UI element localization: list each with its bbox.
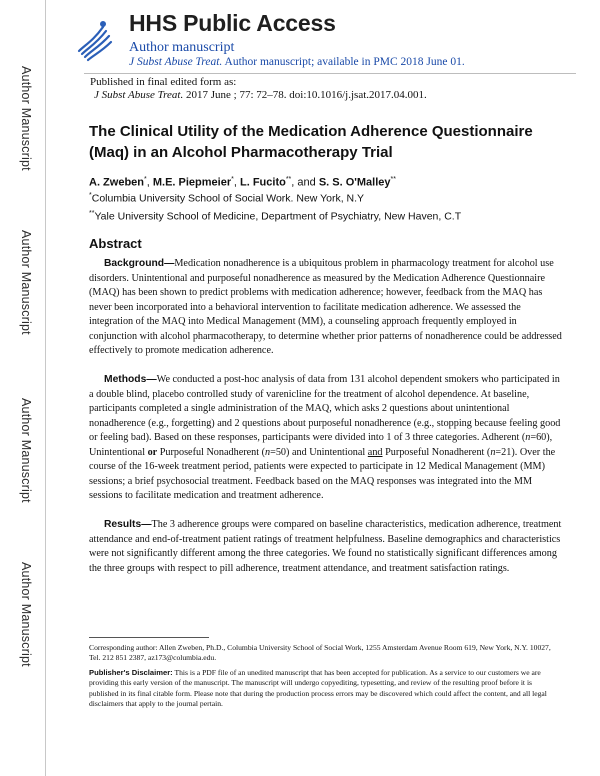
author-mark: ** bbox=[285, 176, 292, 183]
sidebar-label-author-manuscript: Author Manuscript bbox=[19, 66, 33, 171]
corresponding-author-footnote: Corresponding author: Allen Zweben, Ph.D., Columbia University School of Social Work, 1255 Amsterdam Avenue Room 619, New York, N.Y. 10027, Tel. 212 851 2387, az173@columbia.edu. bbox=[89, 643, 551, 663]
affiliation-mark: * bbox=[89, 192, 92, 199]
footnote-divider bbox=[89, 637, 209, 638]
paper-title: The Clinical Utility of the Medication Adherence Questionnaire (Maq) in an Alcohol Pharmacotherapy Trial bbox=[89, 123, 533, 161]
abstract-heading: Abstract bbox=[89, 236, 142, 251]
header-divider bbox=[84, 73, 576, 74]
author-name: L. Fucito bbox=[240, 176, 286, 189]
journal-abbrev: J Subst Abuse Treat. bbox=[129, 56, 223, 68]
abstract-background-paragraph bbox=[89, 257, 563, 359]
author-separator: , bbox=[146, 176, 153, 189]
author-separator: , bbox=[233, 176, 240, 189]
sidebar-label-author-manuscript: Author Manuscript bbox=[19, 398, 33, 503]
methods-n-symbol: n bbox=[525, 432, 531, 443]
disclaimer-text: This is a PDF file of an unedited manuscript that has been accepted for publication. As a service to our customers we are providing this early version of the manuscript. The manuscript will undergo copyediting, typesetting, and review of the resulting proof before it is published in its final citable form. Please note that during the production process errors may be discovered which could affect the content, and all legal disclaimers that apply to the journal pertain. bbox=[89, 668, 547, 708]
sidebar-label-author-manuscript: Author Manuscript bbox=[19, 230, 33, 335]
affiliation-text: Columbia University School of Social Work. New York, N.Y bbox=[91, 192, 365, 205]
methods-label: Methods— bbox=[104, 374, 157, 385]
background-text: Medication nonadherence is a ubiquitous problem in pharmacology treatment for alcohol use disorders. Unintentional and purposeful nonadherence as measured by the Medication Adherence Questionnaire (MAQ) has been shown to predict problems with medication adherence; however, feedback from the MAQ has never been incorporated into a behavioral intervention to facilitate medication adherence. We assessed the integration of the MAQ into Medical Management (MM), a counseling approach frequently employed in conjunction with alcohol pharmacotherapy, to determine whether prior patterns of nonadherence could be addressed effectively to promote medication adherence. bbox=[89, 258, 562, 356]
methods-and-emphasis: and bbox=[367, 446, 383, 458]
author-mark: * bbox=[144, 176, 147, 183]
methods-or-emphasis: or bbox=[147, 446, 158, 458]
sidebar-label-author-manuscript: Author Manuscript bbox=[19, 562, 33, 667]
availability-text: Author manuscript; available in PMC 2018 June 01. bbox=[222, 56, 465, 68]
background-label: Background— bbox=[104, 258, 175, 269]
author-mark: * bbox=[231, 176, 234, 183]
author-name: A. Zweben bbox=[89, 176, 145, 189]
hhs-eagle-logo-icon bbox=[73, 17, 113, 63]
author-name: S. S. O'Malley bbox=[318, 176, 391, 189]
methods-text: We conducted a post-hoc analysis of data from 131 alcohol dependent smokers who participated in a double blind, placebo controlled study of varenicline for the treatment of alcohol dependence. At baseline, participants completed a single administration of the MAQ, which asks 2 questions about unintentional nonadherence (e.g., forgetting) and 2 questions about purposeful nonadherence (e.g., stopping because feeling good or feeling bad). Based on these responses, participants were divided into 1 of 3 three categories. Adherent ( bbox=[89, 374, 561, 443]
hhs-public-access-title: HHS Public Access bbox=[129, 10, 336, 36]
methods-text: =50) and Unintentional bbox=[270, 446, 368, 458]
journal-availability-line bbox=[129, 56, 465, 68]
methods-text: =60), Unintentional bbox=[89, 432, 553, 458]
methods-text: =21). Over the course of the 16-week treatment period, patients were expected to participate in 12 Medical Management (MM) sessions; a brief psychosocial treatment. Feedback based on the MAQ responses was integrated into the MM sessions to facilitate medication and treatment adherence. bbox=[89, 446, 556, 501]
methods-n-symbol: n bbox=[490, 446, 496, 458]
methods-n-symbol: n bbox=[265, 446, 271, 458]
results-text: The 3 adherence groups were compared on baseline characteristics, medication adherence, treatment attendance and end-of-treatment patient ratings of treatment helpfulness. Baseline demographics and characteristics were not significantly different among the three categories. We found no statistically significant differences among the three groups with respect to pill adherence, treatment attendance, and treatment satisfaction ratings. bbox=[89, 519, 562, 574]
methods-text: Purposeful Nonadherent ( bbox=[157, 446, 265, 458]
author-mark: ** bbox=[390, 176, 396, 183]
author-list bbox=[89, 176, 396, 189]
author-name: M.E. Piepmeier bbox=[152, 176, 232, 189]
publisher-disclaimer-footnote bbox=[89, 668, 561, 709]
affiliation-text: Yale University School of Medicine, Department of Psychiatry, New Haven, C.T bbox=[94, 210, 462, 223]
author-manuscript-subtitle: Author manuscript bbox=[129, 40, 235, 55]
citation-journal: J Subst Abuse Treat. bbox=[94, 89, 184, 101]
author-separator: , and bbox=[291, 176, 319, 189]
disclaimer-label: Publisher's Disclaimer: bbox=[89, 668, 173, 677]
affiliation bbox=[89, 210, 461, 223]
published-form-label: Published in final edited form as: bbox=[90, 76, 237, 88]
affiliation-mark: ** bbox=[89, 210, 95, 217]
abstract-methods-paragraph bbox=[89, 373, 563, 504]
citation-details: 2017 June ; 77: 72–78. doi:10.1016/j.jsat.2017.04.001. bbox=[183, 89, 427, 101]
sidebar-divider bbox=[45, 0, 46, 776]
results-label: Results— bbox=[104, 519, 152, 530]
methods-text: Purposeful Nonadherent ( bbox=[382, 446, 491, 458]
abstract-results-paragraph bbox=[89, 518, 563, 576]
affiliation bbox=[89, 192, 364, 205]
citation bbox=[94, 89, 427, 101]
